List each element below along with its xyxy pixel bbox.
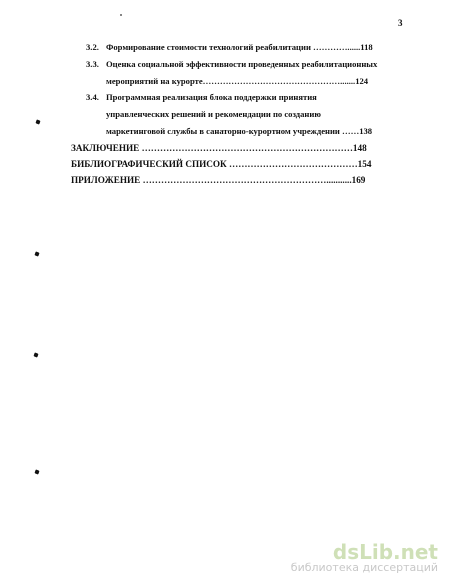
- toc-entry-conclusion: [71, 143, 367, 154]
- toc-entry-3-4-continued-1: [106, 109, 321, 120]
- toc-entry-text: Оценка социальной эффективности проведенных реабилитационных: [106, 59, 378, 69]
- toc-entry-number: 3.2.: [86, 42, 99, 52]
- toc-entry-text: Программная реализация блока поддержки принятия: [106, 92, 317, 102]
- toc-entry-bibliography: [71, 159, 371, 170]
- watermark: [291, 542, 438, 574]
- page-number: 3: [398, 18, 403, 28]
- toc-entry-text: ПРИЛОЖЕНИЕ ……………………………………………………...........169: [71, 175, 366, 185]
- toc-entry-text: ЗАКЛЮЧЕНИЕ ……………………………………………………………148: [71, 143, 367, 153]
- toc-entry-3-4: [86, 92, 317, 103]
- scan-speck: [35, 119, 40, 124]
- watermark-logo: dsLib.net: [332, 540, 438, 564]
- watermark-subtitle: библиотека диссертаций: [290, 561, 438, 574]
- scan-speck: [33, 352, 38, 357]
- toc-entry-text: управленческих решений и рекомендации по созданию: [106, 109, 321, 119]
- toc-entry-3-3: [86, 59, 377, 70]
- toc-entry-text: Формирование стоимости технологий реабилитации …………......118: [106, 42, 373, 52]
- toc-entry-3-2: [86, 42, 373, 53]
- toc-entry-3-4-continued-2: [106, 126, 372, 137]
- toc-entry-number: 3.3.: [86, 59, 99, 69]
- toc-entry-3-3-continued: [106, 76, 368, 87]
- toc-entry-text: БИБЛИОГРАФИЧЕСКИЙ СПИСОК ……………………………………154: [71, 159, 372, 169]
- scan-speck: [34, 251, 39, 256]
- toc-entry-text: маркетинговой службы в санаторно-курортном учреждении ……138: [106, 126, 373, 136]
- scan-speck: [34, 469, 39, 474]
- scan-speck: [120, 14, 123, 17]
- toc-entry-text: мероприятий на курорте………………………………………….......124: [106, 76, 369, 86]
- toc-entry-appendix: [71, 175, 365, 186]
- toc-entry-number: 3.4.: [86, 92, 99, 102]
